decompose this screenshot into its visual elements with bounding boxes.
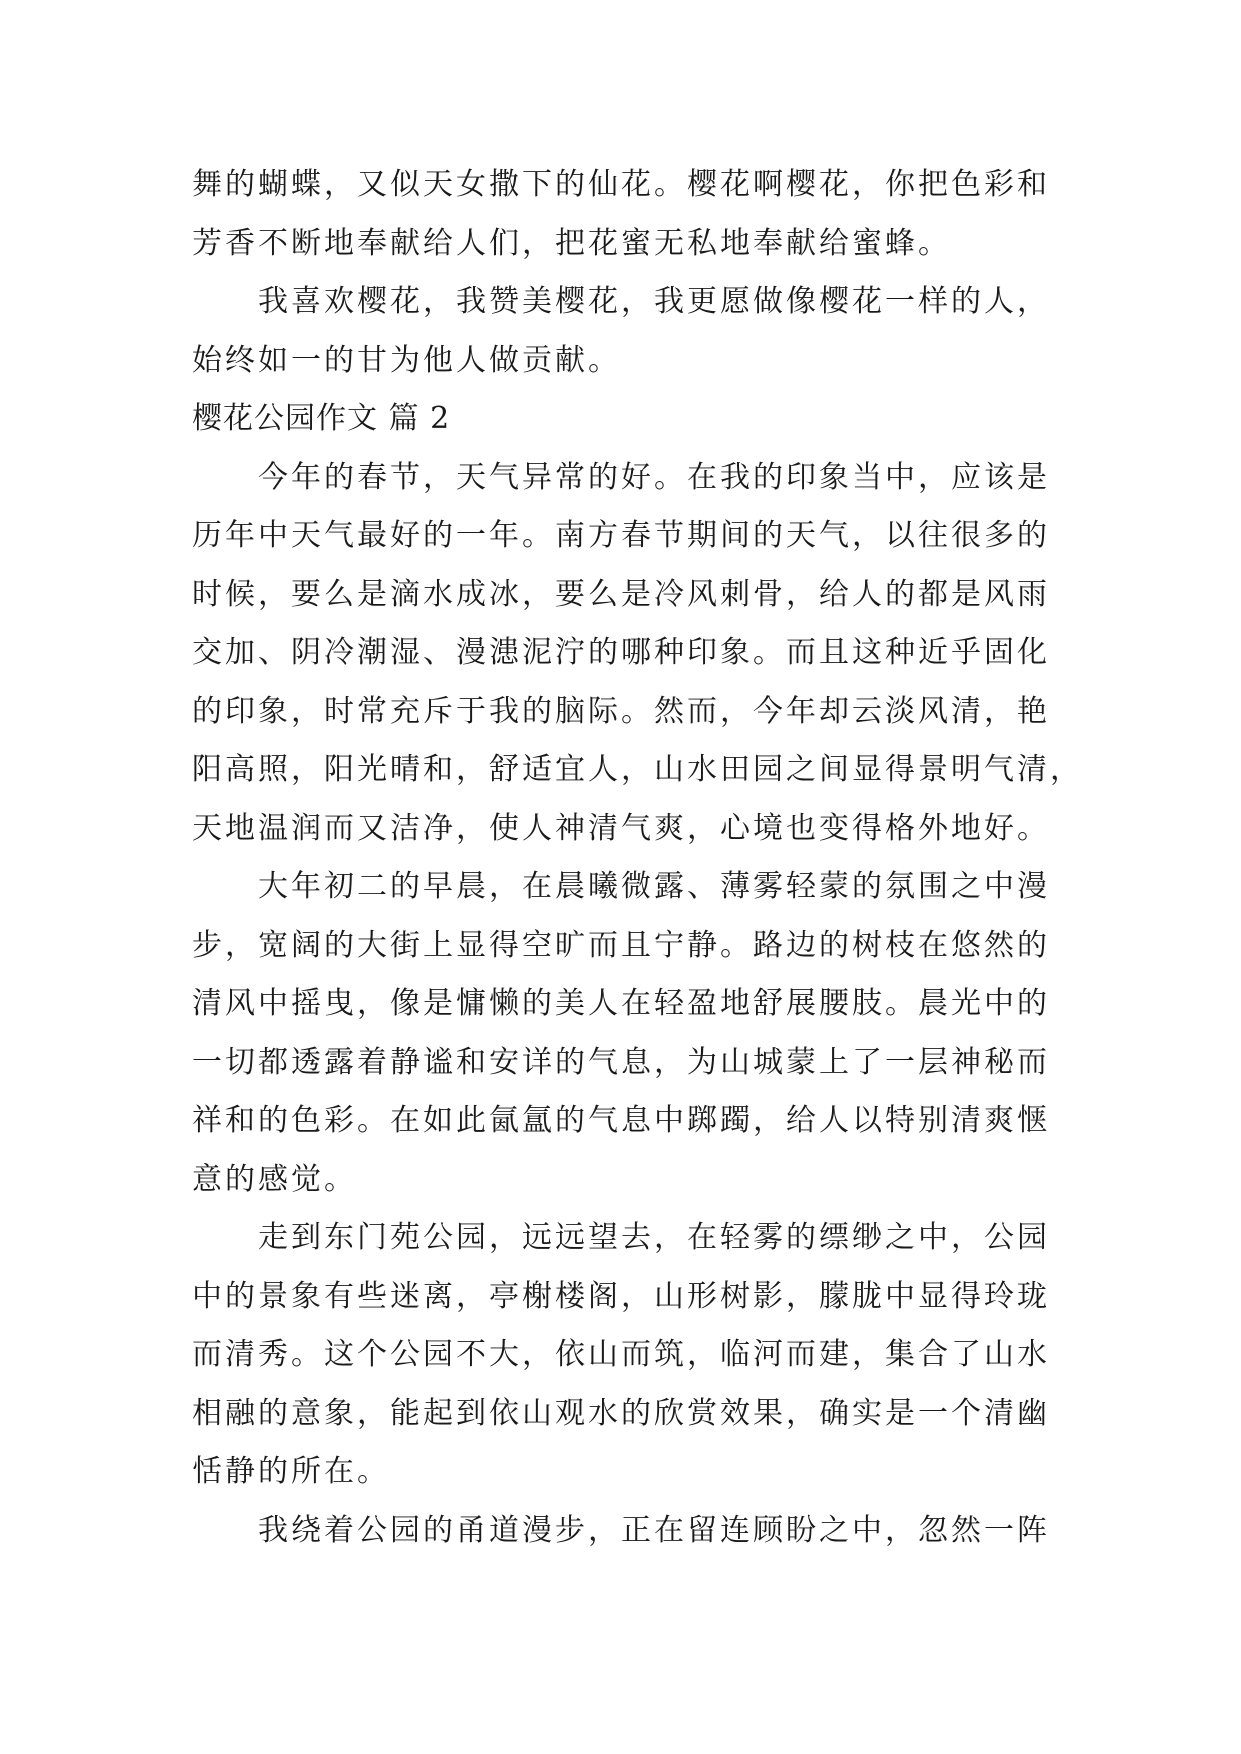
text-line: 历年中天气最好的一年。南方春节期间的天气，以往很多的 bbox=[192, 518, 1050, 553]
text-line: 相融的意象，能起到依山观水的欣赏效果，确实是一个清幽 bbox=[192, 1395, 1050, 1431]
text-line: 舞的蝴蝶，又似天女撒下的仙花。樱花啊樱花，你把色彩和 bbox=[192, 167, 1050, 202]
text-line: 一切都透露着静谧和安详的气息，为山城蒙上了一层神秘而 bbox=[192, 1044, 1050, 1080]
text-line: 中的景象有些迷离，亭榭楼阁，山形树影，朦胧中显得玲珑 bbox=[192, 1278, 1050, 1314]
text-line: 我绕着公园的甬道漫步，正在留连顾盼之中，忽然一阵 bbox=[258, 1512, 1050, 1548]
text-line: 走到东门苑公园，远远望去，在轻雾的缥缈之中，公园 bbox=[258, 1220, 1050, 1255]
text-line: 清风中摇曳，像是慵懒的美人在轻盈地舒展腰肢。晨光中的 bbox=[192, 986, 1050, 1021]
section-heading: 樱花公园作文 篇 2 bbox=[192, 401, 451, 436]
text-line: 交加、阴冷潮湿、漫漶泥泞的哪种印象。而且这种近乎固化 bbox=[192, 635, 1050, 670]
paragraph bbox=[192, 449, 1083, 859]
text-line: 今年的春节，天气异常的好。在我的印象当中，应该是 bbox=[258, 459, 1050, 495]
paragraph bbox=[192, 858, 1072, 1209]
text-line: 的印象，时常充斥于我的脑际。然而，今年却云淡风清，艳 bbox=[192, 693, 1050, 729]
paragraph bbox=[192, 1502, 1072, 1561]
text-line: 时候，要么是滴水成冰，要么是冷风刺骨，给人的都是风雨 bbox=[192, 576, 1050, 612]
text-line: 芳香不断地奉献给人们，把花蜜无私地奉献给蜜蜂。 bbox=[192, 225, 951, 261]
text-line: 始终如一的甘为他人做贡献。 bbox=[192, 342, 621, 378]
text-line: 祥和的色彩。在如此氤氲的气息中踯躅，给人以特别清爽惬 bbox=[192, 1103, 1050, 1138]
text-line: 天地温润而又洁净，使人神清气爽，心境也变得格外地好。 bbox=[192, 810, 1050, 846]
text-line: 而清秀。这个公园不大，依山而筑，临河而建，集合了山水 bbox=[192, 1337, 1050, 1372]
text-line: 大年初二的早晨，在晨曦微露、薄雾轻蒙的氛围之中漫 bbox=[258, 869, 1050, 904]
text-line: 我喜欢樱花，我赞美樱花，我更愿做像樱花一样的人， bbox=[258, 284, 1050, 319]
text-line: 阳高照，阳光晴和，舒适宜人，山水田园之间显得景明气清， bbox=[192, 752, 1083, 787]
paragraph bbox=[192, 1209, 1072, 1502]
text-line: 步，宽阔的大街上显得空旷而且宁静。路边的树枝在悠然的 bbox=[192, 927, 1050, 963]
document-body bbox=[192, 156, 1083, 1560]
text-line: 恬静的所在。 bbox=[192, 1454, 390, 1489]
paragraph bbox=[192, 156, 1072, 273]
paragraph bbox=[192, 273, 1072, 390]
text-line: 意的感觉。 bbox=[192, 1161, 357, 1197]
